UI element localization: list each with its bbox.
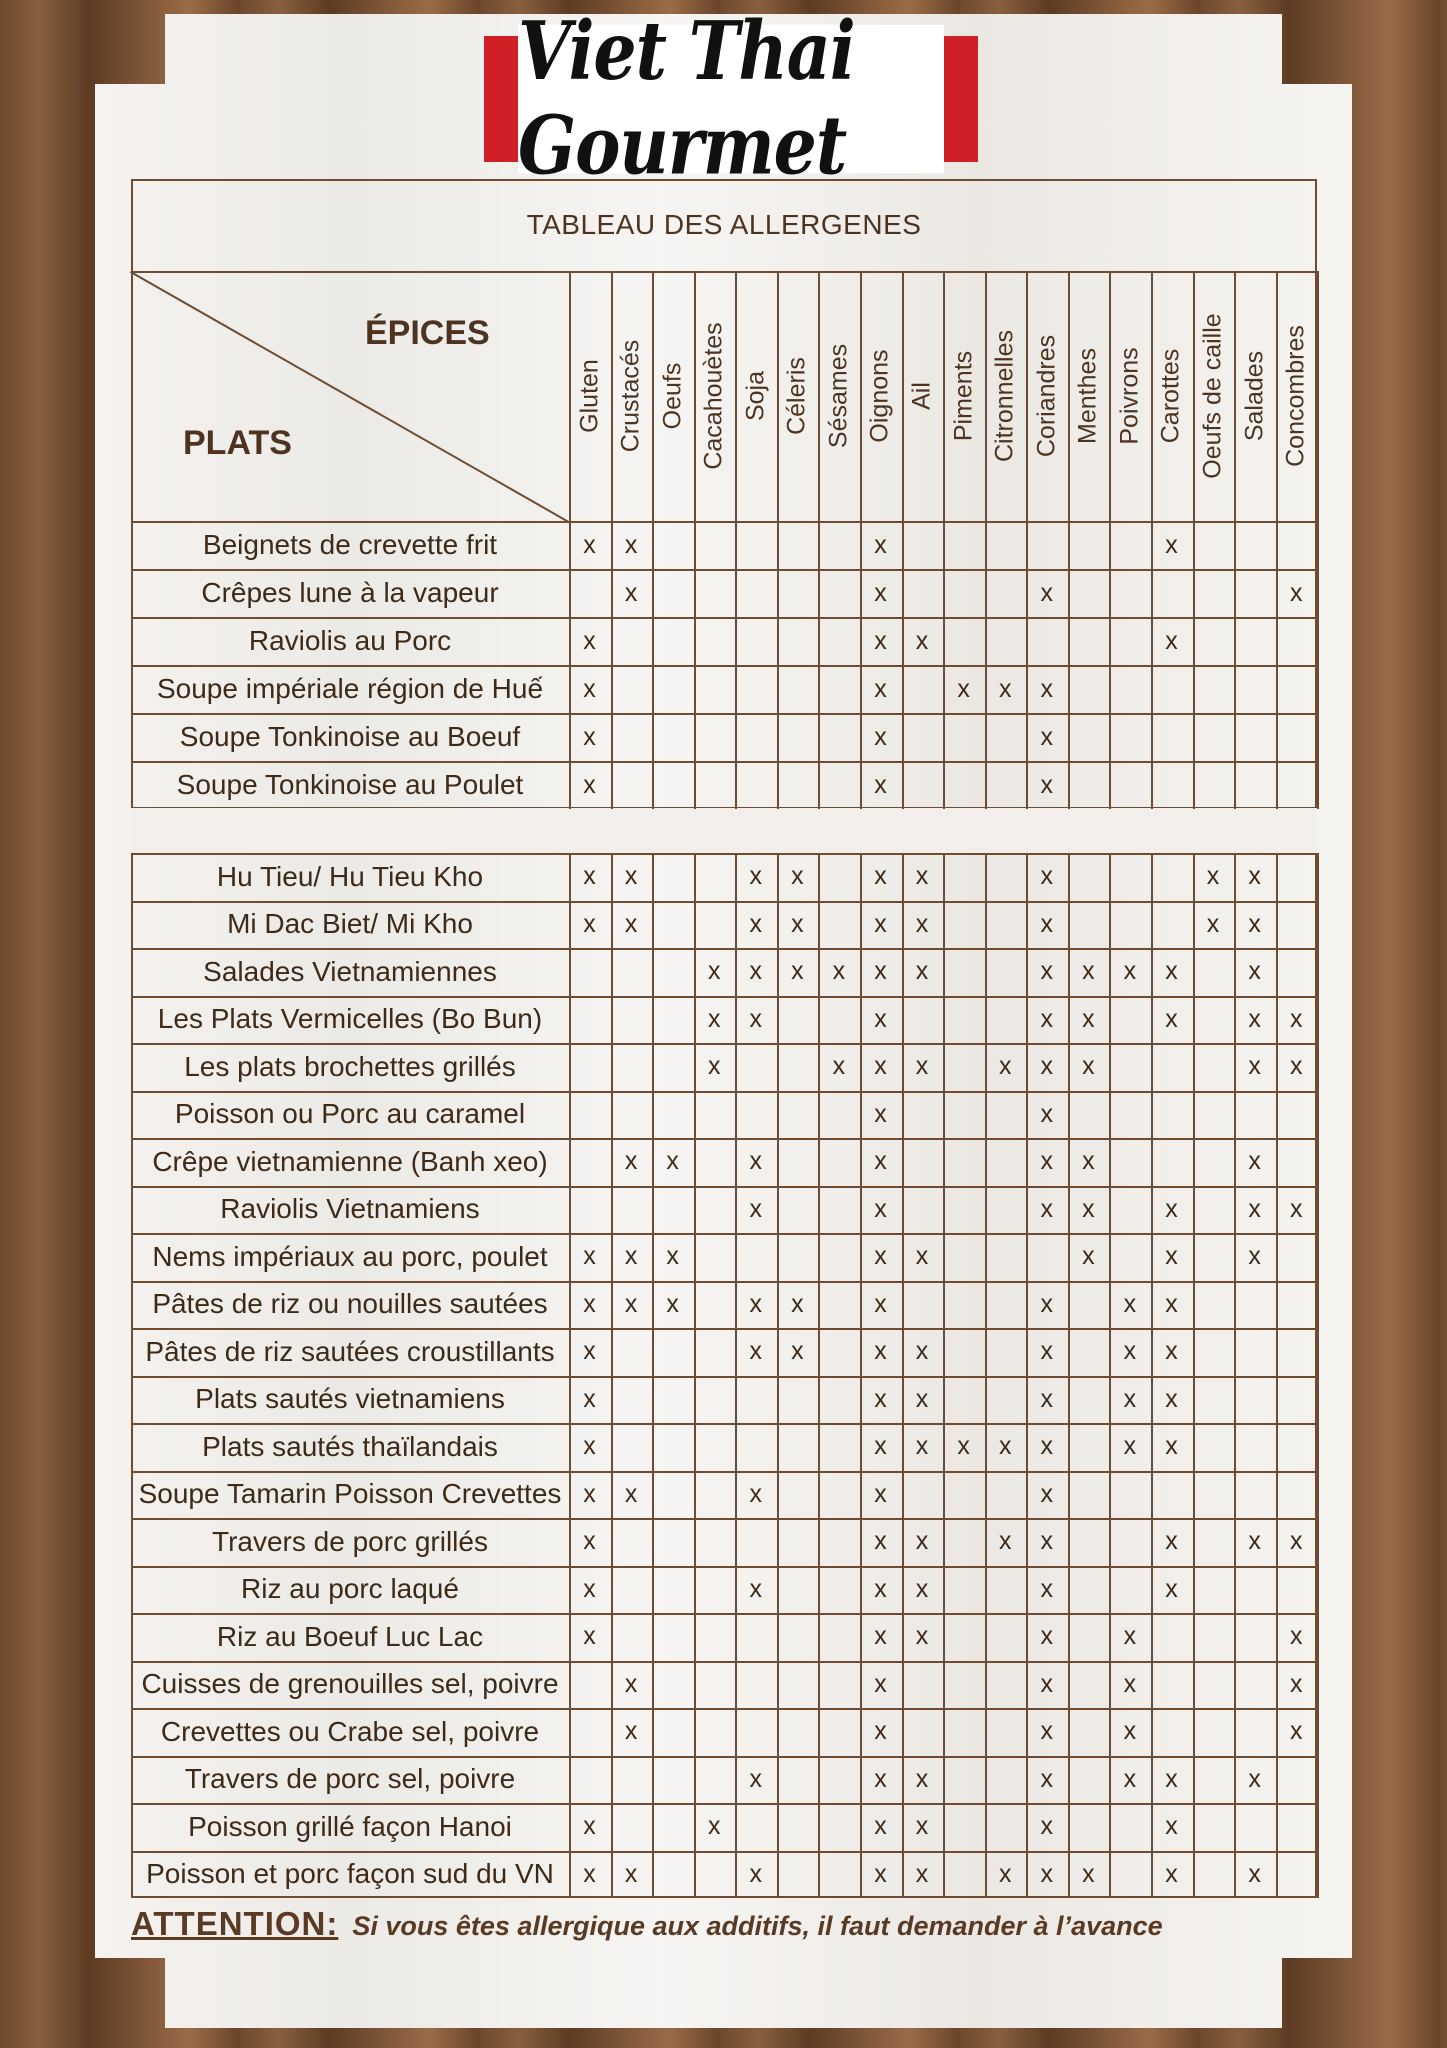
allergen-mark: x [998,1859,1012,1888]
allergen-mark: x [1040,1289,1054,1318]
allergen-mark: x [1040,1479,1054,1508]
column-divider [1068,271,1070,809]
allergen-mark: x [832,1052,846,1081]
column-divider [1276,271,1278,809]
allergen-mark: x [624,530,638,559]
allergen-mark: x [1082,957,1095,986]
dish-name: Travers de porc grillés [212,1525,488,1557]
allergen-mark: x [915,1764,929,1793]
dish-name: Les Plats Vermicelles (Bo Bun) [157,1003,543,1035]
allergen-mark: x [583,1289,596,1318]
allergen-mark: x [749,1004,763,1033]
allergen-mark: x [624,862,638,891]
allergen-mark: x [874,1337,887,1366]
column-header [1276,281,1317,511]
allergen-mark: x [874,957,887,986]
allergen-mark: x [583,1384,596,1413]
allergen-mark: x [583,722,596,751]
allergen-mark: x [1165,1194,1178,1223]
title-divider [131,271,1317,273]
allergen-mark: x [915,957,929,986]
allergen-mark: x [1289,1052,1303,1081]
column-header-label: Coriandres [1032,334,1061,458]
dish-name: Mi Dac Biet/ Mi Kho [227,908,473,940]
allergen-mark: x [915,1242,929,1271]
column-divider [985,271,987,809]
allergen-mark: x [998,674,1012,703]
column-header [569,281,610,511]
dish-name: Poisson grillé façon Hanoi [188,1810,512,1842]
allergen-mark: x [998,1052,1012,1081]
allergen-mark: x [1040,674,1054,703]
allergen-mark: x [1165,1574,1178,1603]
column-header [1193,281,1234,511]
allergen-mark: x [1082,1052,1095,1081]
allergen-mark: x [1082,1194,1095,1223]
column-header [735,281,776,511]
allergen-mark: x [1040,578,1054,607]
column-header-label: Piments [949,350,978,442]
allergen-mark: x [624,1289,638,1318]
allergen-mark: x [666,1242,679,1271]
allergen-mark: x [874,1289,887,1318]
allergen-mark: x [915,862,929,891]
allergen-mark: x [583,1242,596,1271]
dish-name: Les plats brochettes grillés [184,1050,516,1082]
allergen-mark: x [1082,1242,1095,1271]
allergen-mark: x [583,862,596,891]
allergen-mark: x [583,674,596,703]
allergen-mark: x [1206,862,1220,891]
allergen-mark: x [1165,1812,1178,1841]
allergen-mark: x [874,1717,887,1746]
brand-logo [484,4,978,194]
allergen-mark: x [1040,1574,1054,1603]
allergen-mark: x [874,1052,887,1081]
allergen-mark: x [707,1052,721,1081]
allergen-mark: x [583,1337,596,1366]
allergen-mark: x [583,1622,596,1651]
allergen-mark: x [1040,862,1054,891]
allergen-mark: x [874,1574,887,1603]
column-divider [1193,271,1195,809]
dish-name: Crêpes lune à la vapeur [201,577,499,608]
logo-bracket-right [944,36,978,162]
column-divider [735,271,737,809]
allergen-mark: x [791,862,804,891]
allergen-mark: x [1165,957,1178,986]
allergen-mark: x [915,1337,929,1366]
allergen-mark: x [1040,1384,1054,1413]
allergen-mark: x [624,1479,638,1508]
allergen-mark: x [1289,1622,1303,1651]
allergen-mark: x [583,770,596,799]
column-header-label: Sésames [824,343,853,449]
allergen-mark: x [707,1004,721,1033]
column-header [1234,281,1275,511]
allergen-mark: x [666,1289,679,1318]
column-header-label: Citronnelles [990,329,1019,463]
dish-name: Soupe Tamarin Poisson Crevettes [138,1478,562,1510]
allergen-mark: x [1040,1432,1054,1461]
allergen-mark: x [874,1147,887,1176]
allergen-mark: x [915,1859,929,1888]
attention-label: ATTENTION: [131,1905,339,1942]
allergen-mark: x [1165,1242,1178,1271]
allergen-mark: x [874,1479,887,1508]
allergen-mark: x [915,1812,929,1841]
allergen-mark: x [874,1859,887,1888]
allergen-mark: x [874,1812,887,1841]
dish-name: Raviolis au Porc [248,625,452,656]
column-header [652,281,693,511]
allergen-mark: x [1248,1147,1261,1176]
allergen-mark: x [1123,957,1137,986]
allergen-mark: x [1289,1004,1303,1033]
allergen-mark: x [915,1384,929,1413]
column-header-label: Oeufs [658,362,687,430]
column-header [860,281,901,511]
allergen-mark: x [707,1812,721,1841]
column-divider [902,271,904,809]
allergen-mark: x [624,1242,638,1271]
allergen-mark: x [1040,1859,1054,1888]
corner-label-plats: PLATS [183,424,292,462]
allergen-mark: x [1123,1669,1137,1698]
allergen-mark: x [1248,909,1261,938]
allergen-mark: x [874,1099,887,1128]
allergen-mark: x [1123,1337,1137,1366]
allergen-mark: x [915,1432,929,1461]
dish-name: Nems impériaux au porc, poulet [152,1240,548,1272]
allergen-mark: x [1040,1527,1054,1556]
allergen-mark: x [749,957,763,986]
dish-name: Pâtes de riz ou nouilles sautées [152,1288,548,1320]
allergen-mark: x [1165,626,1178,655]
allergen-mark: x [749,1147,763,1176]
column-header [777,281,818,511]
allergen-mark: x [1165,1289,1178,1318]
column-header-label: Gluten [575,359,603,433]
dish-name: Soupe Tonkinoise au Poulet [176,769,524,800]
dish-name: Soupe Tonkinoise au Boeuf [179,721,521,752]
dish-name: Poisson ou Porc au caramel [174,1098,526,1130]
allergen-mark: x [874,530,887,559]
allergen-mark: x [707,957,721,986]
column-divider [1317,271,1319,809]
allergen-mark: x [583,530,596,559]
allergen-mark: x [583,626,596,655]
column-header [818,281,859,511]
column-header [1068,281,1109,511]
allergen-mark: x [1289,1669,1303,1698]
column-header [985,281,1026,511]
allergen-mark: x [791,957,804,986]
allergen-mark: x [874,1527,887,1556]
section-gap [131,808,1317,853]
column-header-label: Poivrons [1115,347,1144,445]
column-header-label: Menthes [1073,348,1102,444]
allergen-mark: x [583,1432,596,1461]
allergen-mark: x [1289,1194,1303,1223]
allergen-mark: x [583,909,596,938]
allergen-mark: x [1248,1194,1261,1223]
column-header-label: Carottes [1156,348,1185,444]
allergen-mark: x [1289,1717,1303,1746]
column-header-label: Oignons [865,349,894,443]
column-header-label: Soja [741,370,770,422]
corner-label-epices: ÉPICES [365,314,490,352]
column-divider [818,271,820,809]
allergen-mark: x [1040,1717,1054,1746]
dish-name: Plats sautés vietnamiens [195,1383,505,1415]
allergen-mark: x [1248,1527,1261,1556]
column-divider [694,271,696,809]
allergen-mark: x [915,626,929,655]
allergen-mark: x [624,578,638,607]
allergen-mark: x [1165,1337,1178,1366]
dish-name: Raviolis Vietnamiens [220,1193,480,1225]
allergen-mark: x [915,1574,929,1603]
allergen-mark: x [998,1432,1012,1461]
allergen-mark: x [998,1527,1012,1556]
allergen-mark: x [1040,722,1054,751]
allergen-mark: x [583,1479,596,1508]
allergen-mark: x [1040,1147,1054,1176]
allergen-mark: x [749,1574,763,1603]
allergen-mark: x [624,909,638,938]
allergen-mark: x [583,1527,596,1556]
allergen-mark: x [1040,1052,1054,1081]
attention-note [131,1905,1163,1943]
allergen-mark: x [1040,1622,1054,1651]
allergen-mark: x [957,674,970,703]
allergen-mark: x [1165,1384,1178,1413]
allergen-mark: x [1248,1004,1261,1033]
column-header [694,281,735,511]
allergen-mark: x [1289,578,1303,607]
attention-text: Si vous êtes allergique aux additifs, il faut demander à l’avance [352,1911,1163,1941]
column-divider [1317,853,1319,1898]
allergen-mark: x [1248,1242,1261,1271]
allergen-mark: x [957,1432,970,1461]
allergen-mark: x [791,1337,804,1366]
dish-name: Soupe impériale région de Huế [156,673,544,704]
allergen-mark: x [583,1574,596,1603]
dish-name: Beignets de crevette frit [202,529,498,560]
allergen-mark: x [1082,1147,1095,1176]
allergen-mark: x [1165,1004,1178,1033]
allergen-mark: x [1123,1764,1137,1793]
allergen-mark: x [1248,957,1261,986]
dish-name: Cuisses de grenouilles sel, poivre [141,1668,559,1700]
allergen-mark: x [1248,1052,1261,1081]
allergen-mark: x [1040,1337,1054,1366]
allergen-mark: x [1040,1812,1054,1841]
column-divider [1109,271,1111,809]
table-title: TABLEAU DES ALLERGENES [526,209,922,240]
allergen-mark: x [583,1812,596,1841]
allergen-mark: x [874,674,887,703]
allergen-mark: x [624,1669,638,1698]
allergen-mark: x [1040,1099,1054,1128]
allergen-mark: x [874,1242,887,1271]
allergen-mark: x [874,722,887,751]
allergen-mark: x [1040,1669,1054,1698]
allergen-mark: x [874,1194,887,1223]
column-header-label: Céleris [782,357,811,435]
allergen-mark: x [1082,1004,1095,1033]
allergen-mark: x [915,1052,929,1081]
allergen-mark: x [749,1337,763,1366]
column-header-label: Salades [1240,350,1269,442]
allergen-mark: x [1040,770,1054,799]
column-header [1026,281,1067,511]
dish-name: Crêpe vietnamienne (Banh xeo) [152,1145,548,1177]
dish-name: Plats sautés thaïlandais [202,1430,498,1462]
allergen-mark: x [1206,909,1220,938]
column-header-label: Concombres [1281,325,1310,467]
dish-name: Riz au porc laqué [241,1573,459,1605]
dish-name: Travers de porc sel, poivre [184,1763,516,1795]
column-divider [1234,271,1236,809]
column-header [902,281,943,511]
dish-name: Pâtes de riz sautées croustillants [145,1335,555,1367]
allergen-mark: x [1123,1432,1137,1461]
allergen-mark: x [749,909,763,938]
allergen-mark: x [1123,1289,1137,1318]
allergen-mark: x [749,1289,763,1318]
allergen-mark: x [874,1384,887,1413]
allergen-mark: x [874,1622,887,1651]
allergen-mark: x [874,770,887,799]
allergen-mark: x [874,578,887,607]
dish-name: Riz au Boeuf Luc Lac [216,1620,484,1652]
column-divider [777,271,779,809]
logo-bracket-left [484,36,518,162]
column-header-label: Cacahouètes [699,322,728,470]
allergen-mark: x [1289,1527,1303,1556]
allergen-mark: x [832,957,846,986]
allergen-mark: x [874,909,887,938]
allergen-mark: x [666,1147,679,1176]
dish-name: Salades Vietnamiennes [203,955,497,987]
column-header [1109,281,1150,511]
allergen-mark: x [791,909,804,938]
allergen-mark: x [874,626,887,655]
allergen-mark: x [749,1479,763,1508]
allergen-mark: x [624,1859,638,1888]
allergen-mark: x [1123,1384,1137,1413]
allergen-mark: x [749,1194,763,1223]
allergen-mark: x [874,1004,887,1033]
allergen-mark: x [1248,862,1261,891]
allergen-mark: x [749,1764,763,1793]
allergen-mark: x [1248,1764,1261,1793]
allergen-mark: x [1165,1859,1178,1888]
allergen-mark: x [791,1289,804,1318]
allergen-mark: x [874,1669,887,1698]
dish-name: Hu Tieu/ Hu Tieu Kho [216,860,484,892]
allergen-mark: x [1165,1527,1178,1556]
column-header [611,281,652,511]
allergen-mark: x [1040,1194,1054,1223]
column-header-label: Oeufs de caille [1198,313,1227,479]
column-divider [943,271,945,809]
allergen-mark: x [874,1432,887,1461]
allergen-mark: x [624,1147,638,1176]
column-header [1151,281,1192,511]
dish-name: Poisson et porc façon sud du VN [146,1858,554,1890]
allergen-mark: x [583,1859,596,1888]
allergen-mark: x [749,1859,763,1888]
brand-name: Viet Thai Gourmet [518,25,944,174]
allergen-mark: x [1165,1432,1178,1461]
allergen-mark: x [1040,957,1054,986]
column-divider [652,271,654,809]
allergen-mark: x [624,1717,638,1746]
dish-name: Crevettes ou Crabe sel, poivre [160,1715,540,1747]
allergen-mark: x [749,862,763,891]
allergen-mark: x [1165,1764,1178,1793]
allergen-mark: x [915,909,929,938]
allergen-mark: x [1165,530,1178,559]
allergen-mark: x [874,862,887,891]
allergen-mark: x [1248,1859,1261,1888]
allergen-mark: x [1123,1717,1137,1746]
column-header-label: Crustacés [616,339,645,453]
column-header-label: Ail [907,382,936,410]
allergen-mark: x [915,1527,929,1556]
allergen-mark: x [874,1764,887,1793]
allergen-mark: x [915,1622,929,1651]
column-header [943,281,984,511]
allergen-mark: x [1040,1004,1054,1033]
allergen-mark: x [1040,1764,1054,1793]
allergen-mark: x [1040,909,1054,938]
allergen-mark: x [1123,1622,1137,1651]
allergen-mark: x [1082,1859,1095,1888]
